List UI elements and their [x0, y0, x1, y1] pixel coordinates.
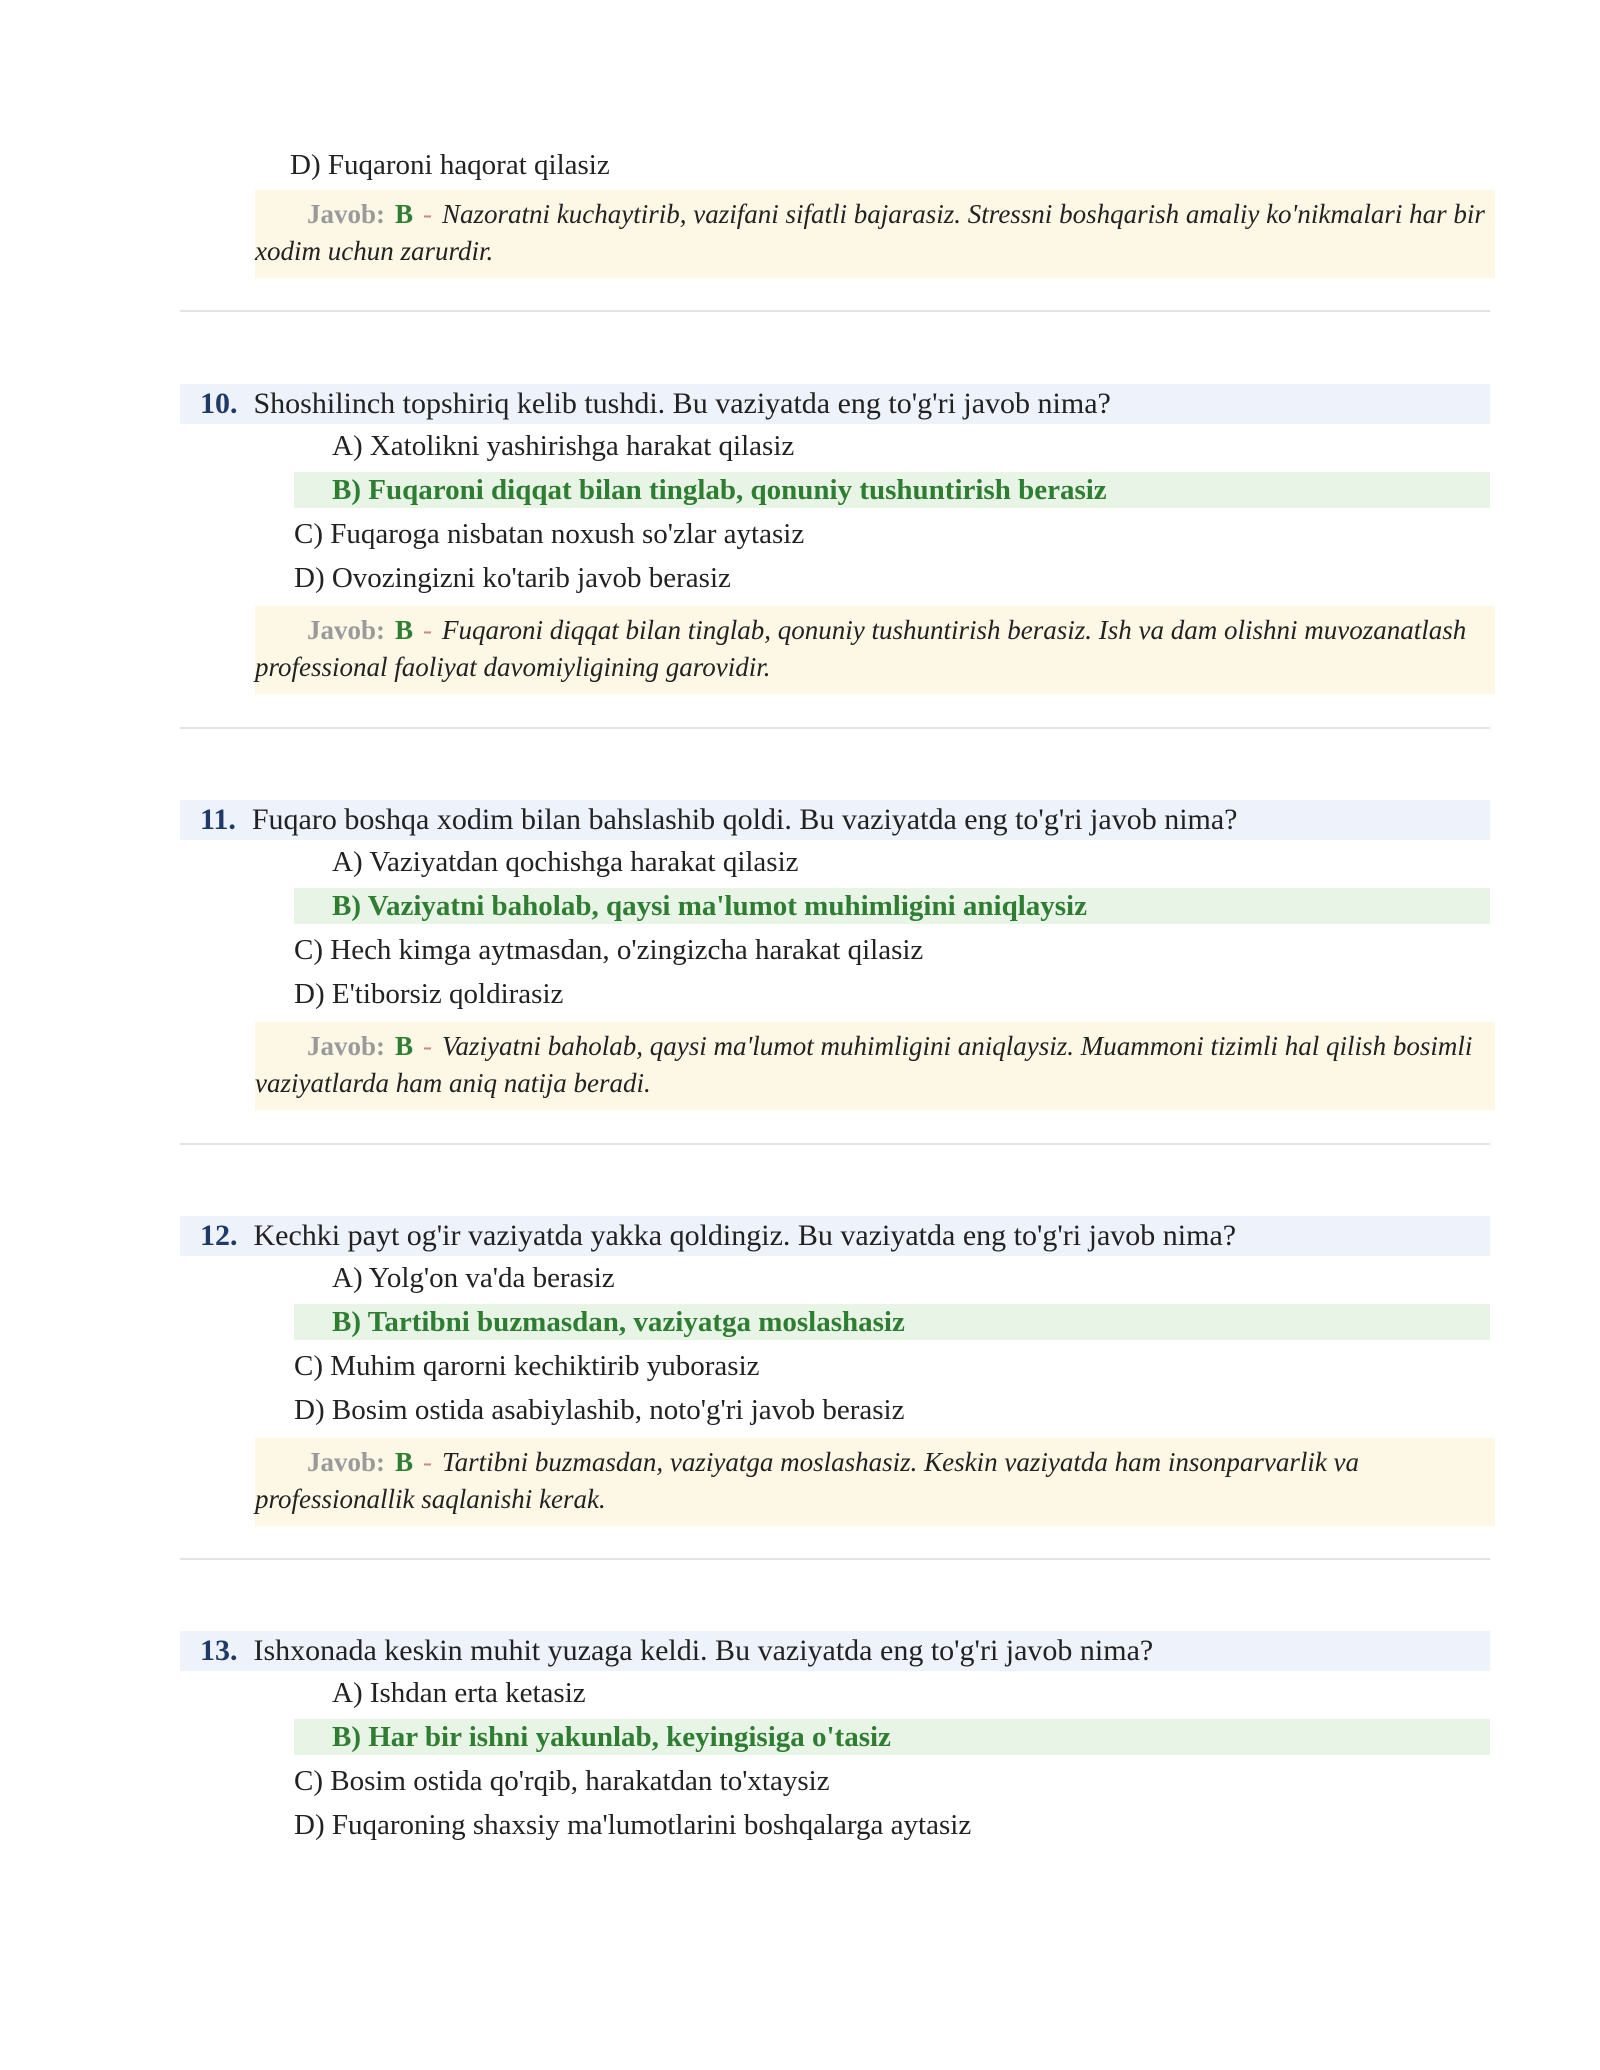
question-text: Fuqaro boshqa xodim bilan bahslashib qoldi. Bu vaziyatda eng to'g'ri javob nima?: [251, 803, 1238, 836]
answer-dash: -: [423, 1031, 433, 1061]
answer-explanation: Tartibni buzmasdan, vaziyatga moslashasiz. Keskin vaziyatda ham insonparvarlik va professionallik saqlanishi kerak.: [255, 1447, 1360, 1514]
answer-dash: -: [423, 1447, 433, 1477]
option-c: C) Bosim ostida qo'rqib, harakatdan to'xtaysiz: [294, 1765, 830, 1797]
answer-box: [255, 606, 1495, 694]
question-12: [180, 1216, 1490, 1526]
answer-letter: B: [395, 199, 414, 229]
option-c: C) Muhim qarorni kechiktirib yuborasiz: [294, 1350, 760, 1382]
answer-explanation: Vaziyatni baholab, qaysi ma'lumot muhimligini aniqlaysiz. Muammoni tizimli hal qilish bosimli vaziyatlarda ham aniq natija beradi.: [255, 1031, 1473, 1098]
question-number: 10.: [200, 387, 238, 420]
question-11: [180, 800, 1490, 1110]
option-a: A) Vaziyatdan qochishga harakat qilasiz: [332, 846, 799, 878]
option-d: D) Fuqaroni haqorat qilasiz: [290, 149, 610, 181]
option-d: D) Fuqaroning shaxsiy ma'lumotlarini boshqalarga aytasiz: [294, 1809, 972, 1841]
question-13: [180, 1631, 1490, 1847]
answer-explanation: Fuqaroni diqqat bilan tinglab, qonuniy tushuntirish berasiz. Ish va dam olishni muvozanatlash professional faoliyat davomiyligining garovidir.: [255, 615, 1467, 682]
question-text: Ishxonada keskin muhit yuzaga keldi. Bu vaziyatda eng to'g'ri javob nima?: [253, 1634, 1154, 1667]
question-number: 11.: [200, 803, 236, 836]
question-header: [180, 1631, 1490, 1671]
divider: [180, 1143, 1490, 1145]
option-a: A) Xatolikni yashirishga harakat qilasiz: [332, 430, 795, 462]
option-d: D) Ovozingizni ko'tarib javob berasiz: [294, 562, 731, 594]
answer-label: Javob:: [307, 615, 386, 645]
answer-letter: B: [395, 615, 414, 645]
question-10: [180, 384, 1490, 694]
answer-box: [255, 1438, 1495, 1526]
answer-letter: B: [395, 1447, 414, 1477]
answer-explanation: Nazoratni kuchaytirib, vazifani sifatli bajarasiz. Stressni boshqarish amaliy ko'nikmalari har bir xodim uchun zarurdir.: [255, 199, 1485, 266]
divider: [180, 727, 1490, 729]
option-b-correct: B) Vaziyatni baholab, qaysi ma'lumot muhimligini aniqlaysiz: [294, 888, 1490, 924]
option-c: C) Hech kimga aytmasdan, o'zingizcha harakat qilasiz: [294, 934, 924, 966]
option-c: C) Fuqaroga nisbatan noxush so'zlar aytasiz: [294, 518, 805, 550]
question-number: 13.: [200, 1634, 238, 1667]
divider: [180, 310, 1490, 312]
option-b-correct: B) Fuqaroni diqqat bilan tinglab, qonuniy tushuntirish berasiz: [294, 472, 1490, 508]
question-text: Kechki payt og'ir vaziyatda yakka qoldingiz. Bu vaziyatda eng to'g'ri javob nima?: [253, 1219, 1237, 1252]
answer-label: Javob:: [307, 1031, 386, 1061]
question-header: [180, 1216, 1490, 1256]
option-d: D) Bosim ostida asabiylashib, noto'g'ri javob berasiz: [294, 1394, 905, 1426]
option-d: D) E'tiborsiz qoldirasiz: [294, 978, 564, 1010]
divider: [180, 1558, 1490, 1560]
option-b-correct: B) Tartibni buzmasdan, vaziyatga moslashasiz: [294, 1304, 1490, 1340]
option-a: A) Yolg'on va'da berasiz: [332, 1262, 615, 1294]
question-header: [180, 384, 1490, 424]
option-b-correct: B) Har bir ishni yakunlab, keyingisiga o'tasiz: [294, 1719, 1490, 1755]
answer-dash: -: [423, 199, 433, 229]
question-header: [180, 800, 1490, 840]
answer-label: Javob:: [307, 1447, 386, 1477]
question-text: Shoshilinch topshiriq kelib tushdi. Bu vaziyatda eng to'g'ri javob nima?: [253, 387, 1111, 420]
answer-box: [255, 190, 1495, 278]
option-a: A) Ishdan erta ketasiz: [332, 1677, 586, 1709]
answer-box: [255, 1022, 1495, 1110]
answer-dash: -: [423, 615, 433, 645]
answer-label: Javob:: [307, 199, 386, 229]
question-number: 12.: [200, 1219, 238, 1252]
answer-letter: B: [395, 1031, 414, 1061]
